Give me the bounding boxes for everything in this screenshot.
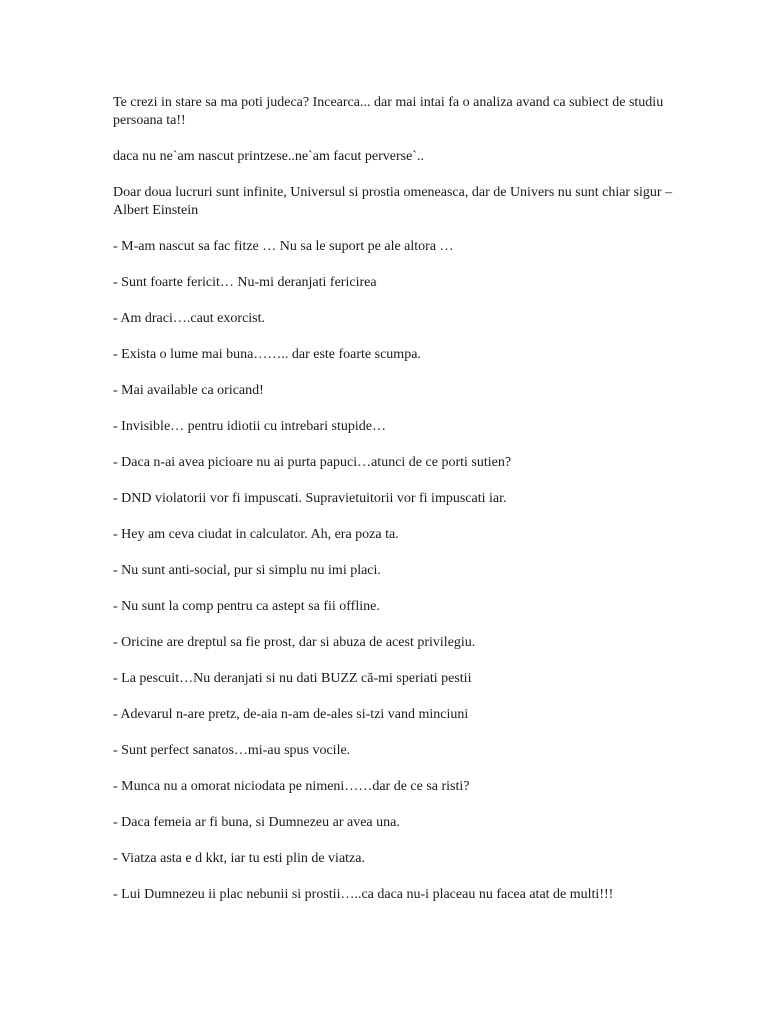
text-line-6: - Am draci….caut exorcist. <box>113 311 266 326</box>
text-line-19: - Munca nu a omorat niciodata pe nimeni……dar de ce sa risti? <box>113 779 470 794</box>
text-line-18: - Sunt perfect sanatos…mi-au spus vocile. <box>113 743 351 758</box>
text-line-5: - Sunt foarte fericit… Nu-mi deranjati fericirea <box>113 275 377 290</box>
text-line-11: - DND violatorii vor fi impuscati. Supravietuitorii vor fi impuscati iar. <box>113 491 507 506</box>
text-line-3: Doar doua lucruri sunt infinite, Universul si prostia omeneasca, dar de Univers nu sunt chiar sigur – Albert Einstein <box>113 185 673 218</box>
text-line-15: - Oricine are dreptul sa fie prost, dar si abuza de acest privilegiu. <box>113 635 476 650</box>
text-line-21: - Viatza asta e d kkt, iar tu esti plin de viatza. <box>113 851 365 866</box>
text-line-8: - Mai available ca oricand! <box>113 383 264 398</box>
text-line-16: - La pescuit…Nu deranjati si nu dati BUZZ că-mi speriati pestii <box>113 671 472 686</box>
text-line-12: - Hey am ceva ciudat in calculator. Ah, era poza ta. <box>113 527 399 542</box>
text-line-14: - Nu sunt la comp pentru ca astept sa fii offline. <box>113 599 380 614</box>
text-line-2: daca nu ne`am nascut printzese..ne`am facut perverse`.. <box>113 149 424 164</box>
document-body <box>113 94 673 922</box>
text-line-4: - M-am nascut sa fac fitze … Nu sa le suport pe ale altora … <box>113 239 454 254</box>
text-line-22: - Lui Dumnezeu ii plac nebunii si prostii…..ca daca nu-i placeau nu facea atat de multi!!! <box>113 887 614 902</box>
text-line-10: - Daca n-ai avea picioare nu ai purta papuci…atunci de ce porti sutien? <box>113 455 512 470</box>
text-line-7: - Exista o lume mai buna…….. dar este foarte scumpa. <box>113 347 421 362</box>
text-line-20: - Daca femeia ar fi buna, si Dumnezeu ar avea una. <box>113 815 400 830</box>
text-line-1: Te crezi in stare sa ma poti judeca? Incearca... dar mai intai fa o analiza avand ca subiect de studiu persoana ta!! <box>113 95 664 128</box>
text-line-9: - Invisible… pentru idiotii cu intrebari stupide… <box>113 419 386 434</box>
text-line-17: - Adevarul n-are pretz, de-aia n-am de-ales si-tzi vand minciuni <box>113 707 469 722</box>
text-line-13: - Nu sunt anti-social, pur si simplu nu imi placi. <box>113 563 381 578</box>
